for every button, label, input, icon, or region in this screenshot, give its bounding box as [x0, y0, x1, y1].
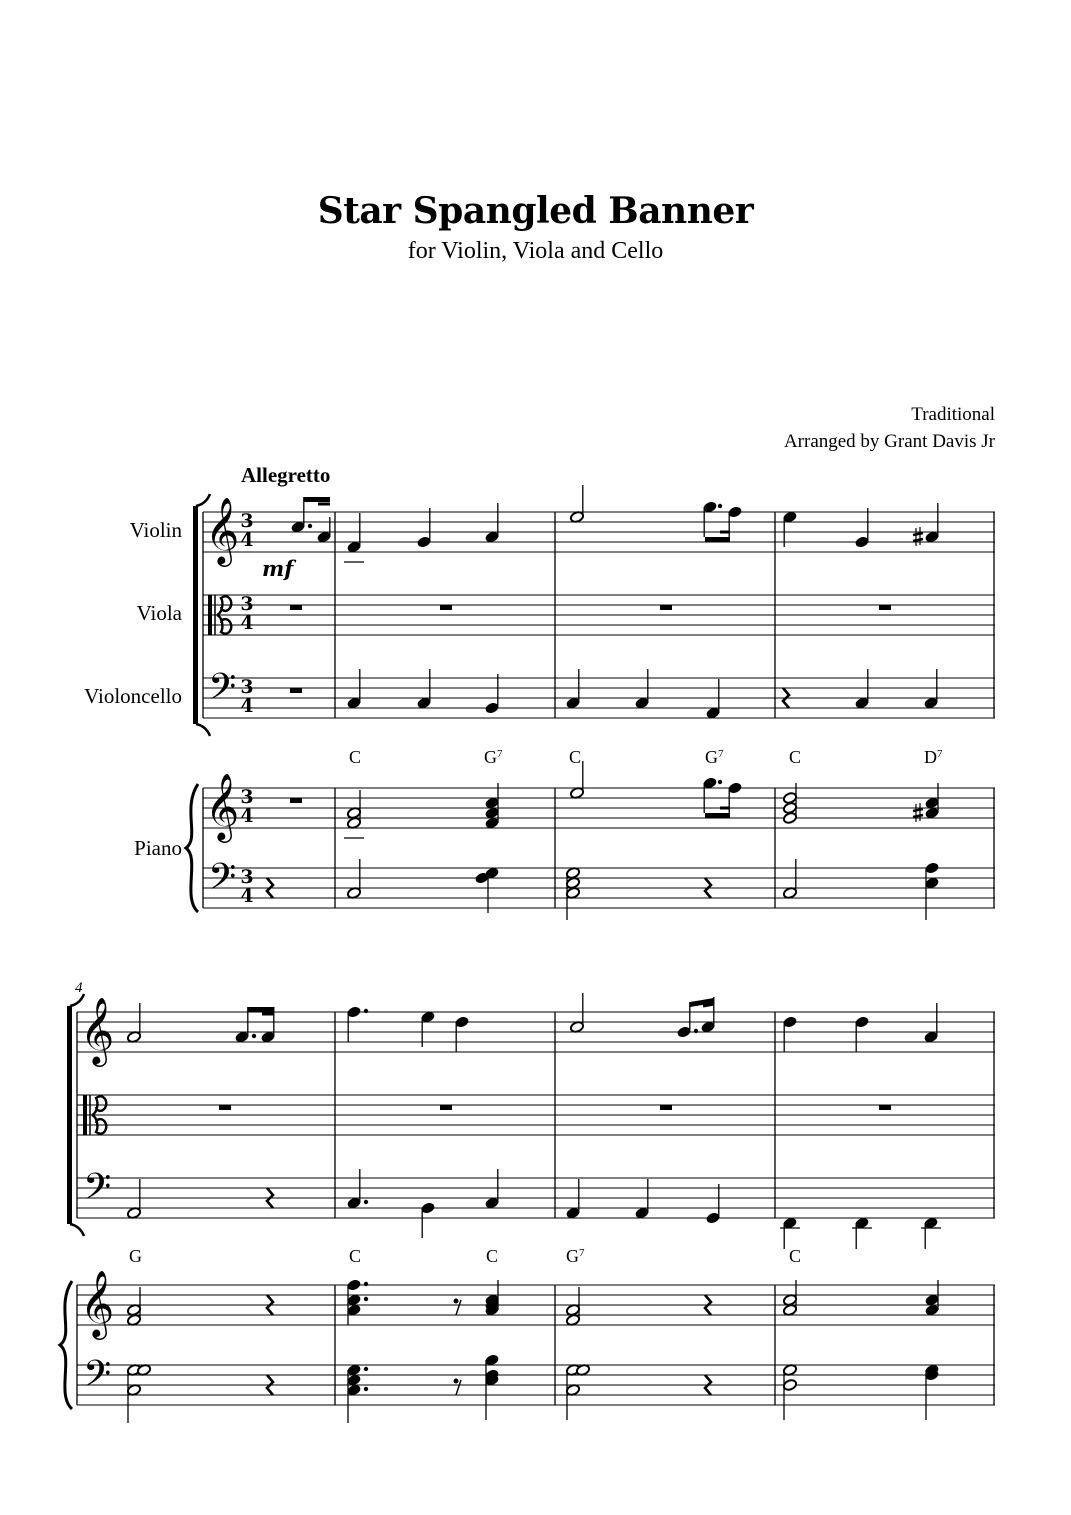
chord-symbol: $D^7$ — [924, 747, 943, 767]
whole-rest — [440, 605, 452, 610]
tempo-marking: Allegretto — [241, 463, 331, 487]
augmentation-dot — [364, 1282, 368, 1286]
augmentation-dot — [364, 1387, 368, 1391]
note-beam — [705, 537, 730, 542]
whole-rest — [879, 1105, 891, 1110]
augmentation-dot — [364, 1200, 368, 1204]
alto-clef — [208, 595, 212, 635]
viola-label: Viola — [136, 601, 182, 625]
chord-symbol: C — [569, 747, 582, 767]
bass-clef: 𝄢 — [208, 856, 237, 907]
chord-symbol: G — [129, 1246, 142, 1266]
violin-label: Violin — [129, 518, 182, 542]
chord-symbol: C — [789, 1246, 802, 1266]
chord-symbol: $G^7$ — [484, 747, 503, 767]
svg-text:4: 4 — [240, 805, 254, 827]
svg-text:4: 4 — [240, 885, 254, 907]
augmentation-dot — [718, 780, 722, 784]
svg-text:4: 4 — [240, 695, 254, 717]
chord-symbol: C — [486, 1246, 499, 1266]
treble-clef: 𝄞 — [205, 496, 240, 564]
augmentation-dot — [694, 1029, 698, 1033]
cello-label: Violoncello — [84, 684, 182, 708]
note-beam — [705, 813, 730, 818]
piano-brace — [186, 784, 198, 912]
note-beam — [304, 497, 330, 502]
alto-clef — [92, 1115, 106, 1134]
svg-text:3: 3 — [240, 866, 254, 888]
alto-clef — [217, 615, 231, 634]
chord-symbol: C — [349, 747, 362, 767]
whole-rest — [660, 605, 672, 610]
whole-rest — [440, 1105, 452, 1110]
instrument-bracket — [196, 724, 210, 736]
eighth-rest — [454, 1299, 459, 1304]
chord-symbol: C — [789, 747, 802, 767]
bass-clef: 𝄢 — [208, 666, 237, 717]
sharp-sign — [913, 815, 923, 817]
bass-clef: 𝄢 — [83, 1353, 112, 1404]
treble-clef: 𝄞 — [80, 996, 115, 1064]
augmentation-dot — [308, 524, 312, 528]
augmentation-dot — [364, 1009, 368, 1013]
svg-text:3: 3 — [240, 593, 254, 615]
augmentation-dot — [364, 1367, 368, 1371]
chord-symbols-system-1 — [349, 747, 943, 767]
chord-symbol: $G^7$ — [705, 747, 724, 767]
sharp-sign — [913, 533, 923, 535]
svg-text:4: 4 — [240, 612, 254, 634]
augmentation-dot — [718, 504, 722, 508]
eighth-rest — [454, 1379, 459, 1384]
svg-text:3: 3 — [240, 676, 254, 698]
instrument-bracket — [67, 1006, 72, 1224]
augmentation-dot — [364, 1297, 368, 1301]
note-head — [925, 862, 940, 875]
piano-label: Piano — [134, 836, 182, 860]
instrument-bracket — [193, 506, 198, 724]
note-head — [347, 1279, 362, 1292]
note-beam — [703, 1004, 714, 1006]
score-subtitle: for Violin, Viola and Cello — [407, 238, 664, 264]
whole-rest — [290, 605, 302, 610]
svg-text:4: 4 — [240, 529, 254, 551]
instrument-bracket — [70, 1224, 84, 1236]
bass-clef: 𝄢 — [83, 1166, 112, 1217]
treble-clef: 𝄞 — [80, 1269, 115, 1337]
whole-rest — [290, 798, 302, 803]
note-head — [783, 792, 798, 805]
whole-rest — [660, 1105, 672, 1110]
note-beam — [248, 1007, 274, 1012]
alto-clef — [217, 596, 231, 615]
augmentation-dot — [252, 1034, 256, 1038]
alto-clef — [92, 1096, 106, 1115]
dynamic-marking: mf — [262, 556, 294, 581]
chord-symbols-system-2 — [129, 1246, 801, 1266]
whole-rest — [290, 688, 302, 693]
whole-rest — [879, 605, 891, 610]
sharp-sign — [913, 539, 923, 541]
chord-symbol: C — [349, 1246, 362, 1266]
measure-number: 4 — [75, 980, 83, 996]
arranger-credit: Arranged by Grant Davis Jr — [783, 431, 995, 452]
composer-credit: Traditional — [911, 404, 995, 425]
chord-symbol: $G^7$ — [566, 1246, 585, 1266]
svg-text:3: 3 — [240, 510, 254, 532]
sharp-sign — [913, 809, 923, 811]
piano-brace — [60, 1281, 72, 1409]
svg-text:3: 3 — [240, 786, 254, 808]
score-title: Star Spangled Banner — [317, 190, 754, 232]
alto-clef — [83, 1095, 87, 1135]
treble-clef: 𝄞 — [205, 772, 240, 840]
whole-rest — [219, 1105, 231, 1110]
note-head — [783, 1379, 798, 1392]
